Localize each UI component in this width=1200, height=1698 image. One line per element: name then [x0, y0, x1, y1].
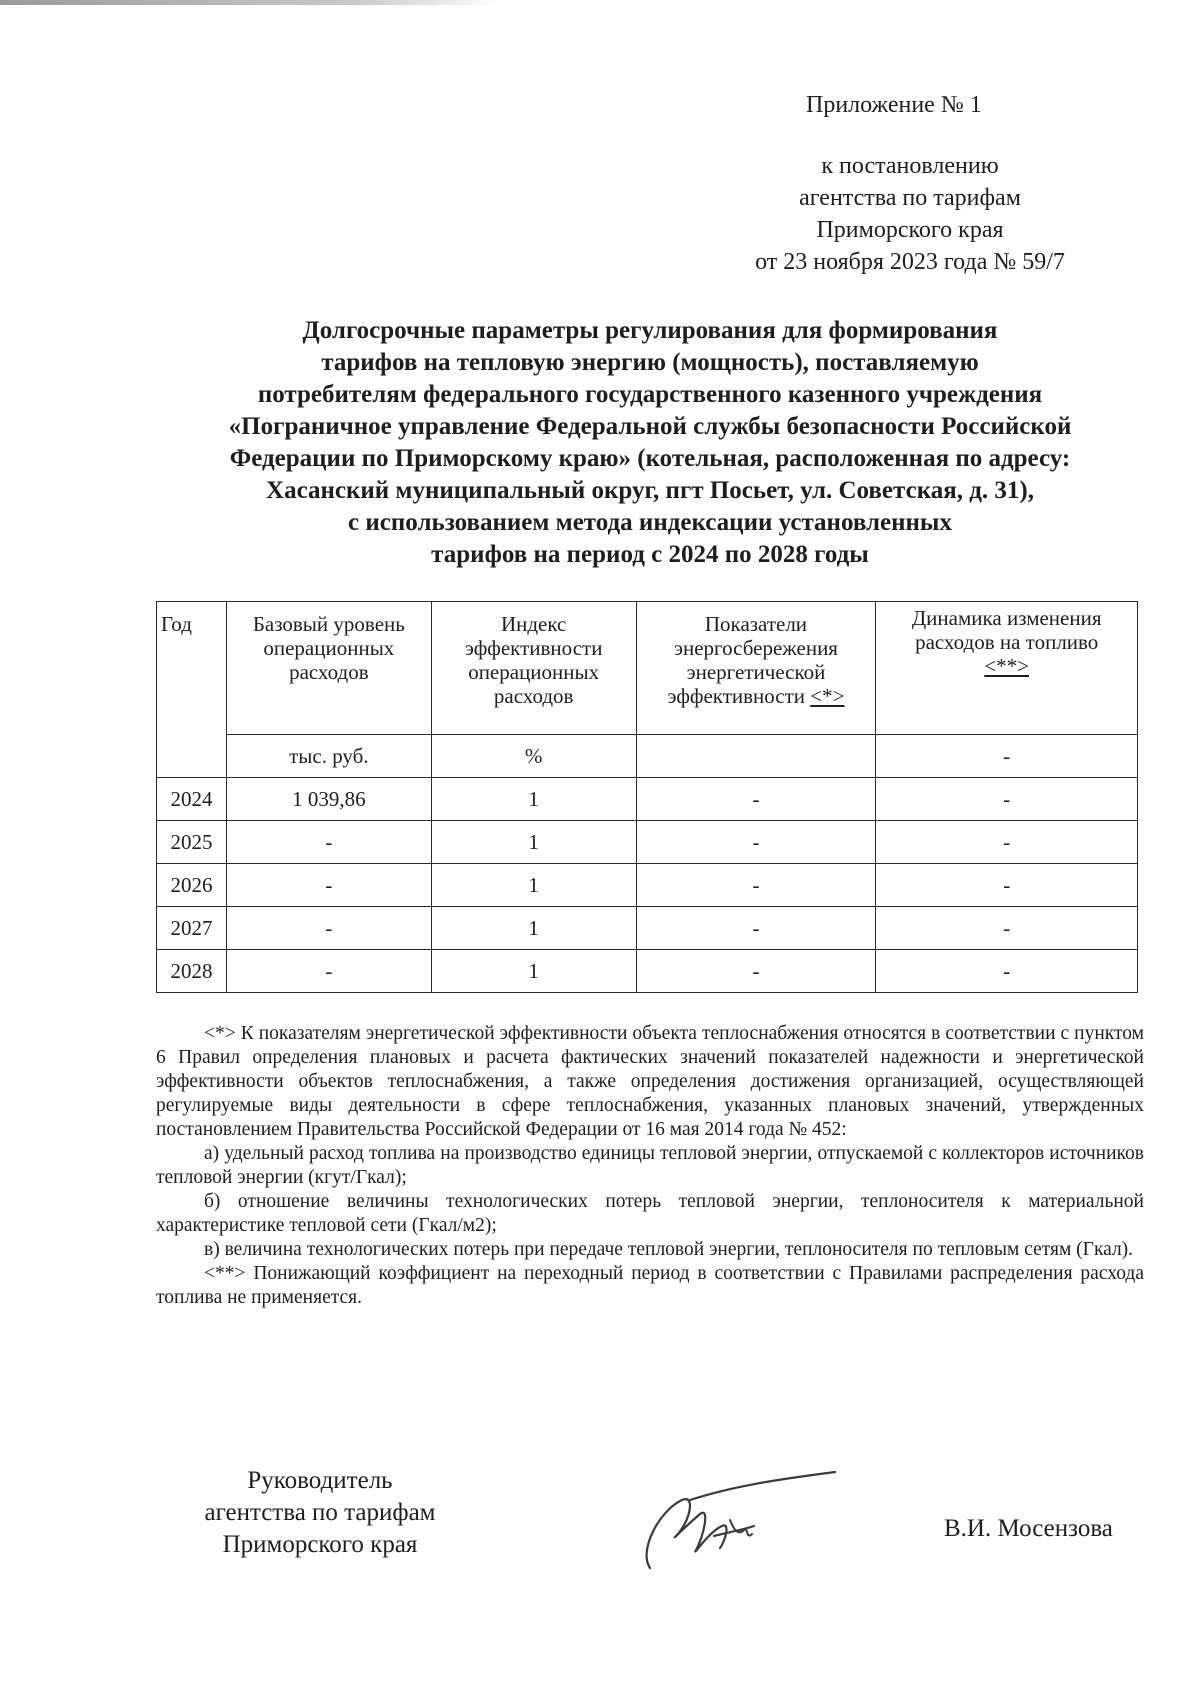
- document-title: [140, 315, 1160, 571]
- header-fuel-dynamics-text: Динамика изменения расходов на топливо: [911, 606, 1102, 654]
- cell-base-level: -: [226, 864, 431, 907]
- cell-energy-saving: -: [636, 778, 876, 821]
- cell-base-level: -: [226, 950, 431, 993]
- header-index: Индекс эффективности операционных расходов: [431, 602, 636, 735]
- title-line: Долгосрочные параметры регулирования для формирования: [302, 317, 998, 344]
- cell-index: 1: [431, 864, 636, 907]
- cell-base-level: -: [226, 907, 431, 950]
- table-header-row: [157, 602, 1138, 735]
- cell-year: 2025: [157, 821, 227, 864]
- cell-index: 1: [431, 950, 636, 993]
- title-line: Федерации по Приморскому краю» (котельная, расположенная по адресу:: [229, 445, 1071, 472]
- table-units-row: [157, 735, 1138, 778]
- footnotes: [156, 1022, 1144, 1310]
- title-line: Хасанский муниципальный округ, пгт Посьет, ул. Советская, д. 31),: [266, 477, 1034, 504]
- header-fuel-dynamics: [876, 602, 1138, 735]
- appendix-line: к постановлению: [821, 153, 999, 179]
- cell-index: 1: [431, 907, 636, 950]
- header-energy-saving: [636, 602, 876, 735]
- cell-index: 1: [431, 821, 636, 864]
- appendix-line: Приморского края: [816, 217, 1004, 243]
- cell-fuel-dynamics: -: [876, 864, 1138, 907]
- footnote-ref-2: <**>: [984, 654, 1030, 678]
- cell-index: 1: [431, 778, 636, 821]
- position-line: агентства по тарифам: [204, 1499, 436, 1526]
- appendix-line: агентства по тарифам: [799, 185, 1021, 211]
- position-line: Приморского края: [222, 1531, 418, 1558]
- header-energy-saving-text: Показатели энергосбережения энергетической эффективности: [667, 612, 838, 708]
- table-row: [157, 821, 1138, 864]
- header-year: Год: [157, 602, 227, 778]
- title-line: тарифов на тепловую энергию (мощность), поставляемую: [321, 349, 979, 376]
- parameters-table: [156, 601, 1138, 993]
- unit-base-level: тыс. руб.: [226, 735, 431, 778]
- footnote-paragraph: а) удельный расход топлива на производство единицы тепловой энергии, отпускаемой с коллекторов источников тепловой энергии (кгут/Гкал);: [156, 1143, 1144, 1188]
- table-row: [157, 864, 1138, 907]
- table-row: [157, 907, 1138, 950]
- cell-year: 2024: [157, 778, 227, 821]
- footnote-ref-1: <*>: [810, 684, 845, 708]
- cell-year: 2026: [157, 864, 227, 907]
- position-line: Руководитель: [247, 1467, 393, 1494]
- cell-fuel-dynamics: -: [876, 907, 1138, 950]
- title-line: тарифов на период с 2024 по 2028 годы: [431, 541, 869, 568]
- appendix-reference: [700, 150, 1120, 278]
- unit-index: %: [431, 735, 636, 778]
- cell-base-level: -: [226, 821, 431, 864]
- cell-energy-saving: -: [636, 864, 876, 907]
- footnote-paragraph: б) отношение величины технологических потерь тепловой энергии, теплоносителя к материальной характеристике тепловой сети (Гкал/м2);: [156, 1191, 1144, 1236]
- title-line: «Пограничное управление Федеральной службы безопасности Российской: [228, 413, 1072, 440]
- cell-energy-saving: -: [636, 907, 876, 950]
- cell-energy-saving: -: [636, 821, 876, 864]
- unit-energy-saving: [636, 735, 876, 778]
- signatory-position: [170, 1465, 470, 1561]
- footnote-paragraph: <*> К показателям энергетической эффективности объекта теплоснабжения относятся в соответствии с пунктом 6 Правил определения плановых и расчета фактических значений показателей надежности и энергетической эффективности объектов теплоснабжения, а также определения достижения организацией, осуществляющей регулируемые виды деятельности в сфере теплоснабжения, указанных плановых значений, утвержденных постановлением Правительства Российской Федерации от 16 мая 2014 года № 452:: [156, 1023, 1144, 1140]
- appendix-title: Приложение № 1: [806, 92, 982, 118]
- cell-year: 2027: [157, 907, 227, 950]
- appendix-line: от 23 ноября 2023 года № 59/7: [755, 249, 1065, 275]
- scan-edge: [0, 0, 500, 5]
- title-line: с использованием метода индексации установленных: [348, 509, 952, 536]
- cell-energy-saving: -: [636, 950, 876, 993]
- footnote-paragraph: <**> Понижающий коэффициент на переходный период в соответствии с Правилами распределения расхода топлива не применяется.: [156, 1263, 1144, 1308]
- table-row: [157, 950, 1138, 993]
- cell-year: 2028: [157, 950, 227, 993]
- table-row: [157, 778, 1138, 821]
- header-base-level: Базовый уровень операционных расходов: [226, 602, 431, 735]
- cell-fuel-dynamics: -: [876, 821, 1138, 864]
- cell-fuel-dynamics: -: [876, 950, 1138, 993]
- title-line: потребителям федерального государственного казенного учреждения: [257, 381, 1043, 408]
- signatory-name: В.И. Мосензова: [944, 1515, 1113, 1542]
- cell-fuel-dynamics: -: [876, 778, 1138, 821]
- footnote-paragraph: в) величина технологических потерь при передаче тепловой энергии, теплоносителя по тепловым сетям (Гкал).: [204, 1239, 1134, 1260]
- cell-base-level: 1 039,86: [226, 778, 431, 821]
- unit-fuel-dynamics: -: [876, 735, 1138, 778]
- handwritten-signature: [630, 1470, 840, 1580]
